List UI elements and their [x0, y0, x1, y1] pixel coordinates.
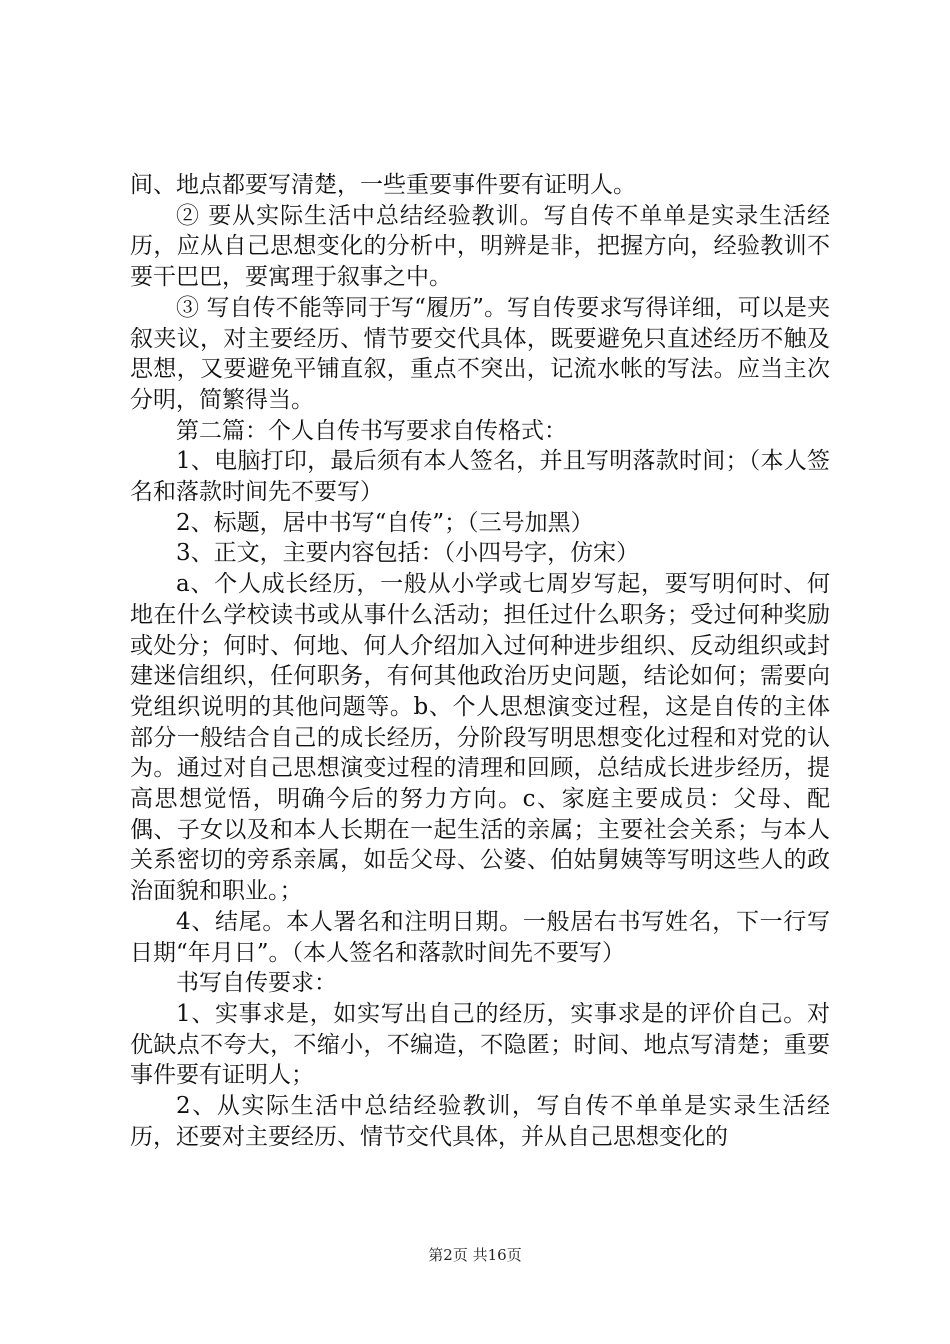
- format-item-2: 2、标题，居中书写“自传”；（三号加黑）: [176, 509, 594, 536]
- document-body: [130, 170, 830, 1153]
- paragraph-point-2: ② 要从实际生活中总结经验教训。写自传不单单是实录生活经历，应从自己思想变化的分析中，明辨是非，把握方向，经验教训不要干巴巴，要寓理于叙事之中。: [130, 202, 830, 291]
- page-number: 第2页 共16页: [428, 1246, 522, 1264]
- requirement-item-1: 1、实事求是，如实写出自己的经历，实事求是的评价自己。对优缺点不夸大，不缩小，不编造，不隐匿；时间、地点写清楚；重要事件要有证明人；: [130, 1000, 830, 1089]
- requirements-heading: 书写自传要求：: [176, 970, 337, 997]
- paragraph-point-3: ③ 写自传不能等同于写“履历”。写自传要求写得详细，可以是夹叙夹议，对主要经历、情节要交代具体，既要避免只直述经历不触及思想，又要避免平铺直叙，重点不突出，记流水帐的写法。应当主次分明，简繁得当。: [130, 294, 830, 413]
- paragraph-continuation: 间、地点都要写清楚，一些重要事件要有证明人。: [130, 172, 636, 198]
- format-item-4: 4、结尾。本人署名和注明日期。一般居右书写姓名，下一行写日期“年月日”。（本人签名和落款时间先不要写）: [130, 908, 830, 966]
- requirement-item-2: 2、从实际生活中总结经验教训，写自传不单单是实录生活经历，还要对主要经历、情节交代具体，并从自己思想变化的: [130, 1093, 830, 1150]
- format-item-1: 1、电脑打印，最后须有本人签名，并且写明落款时间；（本人签名和落款时间先不要写）: [130, 448, 830, 506]
- format-item-3: 3、正文，主要内容包括：（小四号字，仿宋）: [176, 540, 640, 567]
- content-details: a、个人成长经历，一般从小学或七周岁写起，要写明何时、何地在什么学校读书或从事什么活动；担任过什么职务；受过何种奖励或处分；何时、何地、何人介绍加入过何种进步组织、反动组织或封建迷信组织，任何职务，有何其他政治历史问题，结论如何；需要向党组织说明的其他问题等。b、个人思想演变过程，这是自传的主体部分一般结合自己的成长经历，分阶段写明思想变化过程和对党的认为。通过对自己思想演变过程的清理和回顾，总结成长进步经历，提高思想觉悟，明确今后的努力方向。c、家庭主要成员：父母、配偶、子女以及和本人长期在一起生活的亲属；主要社会关系；与本人关系密切的旁系亲属，如岳父母、公婆、伯姑舅姨等写明这些人的政治面貌和职业。；: [130, 571, 830, 905]
- section-heading: 第二篇：个人自传书写要求自传格式：: [176, 417, 567, 444]
- page-footer: [0, 1244, 950, 1265]
